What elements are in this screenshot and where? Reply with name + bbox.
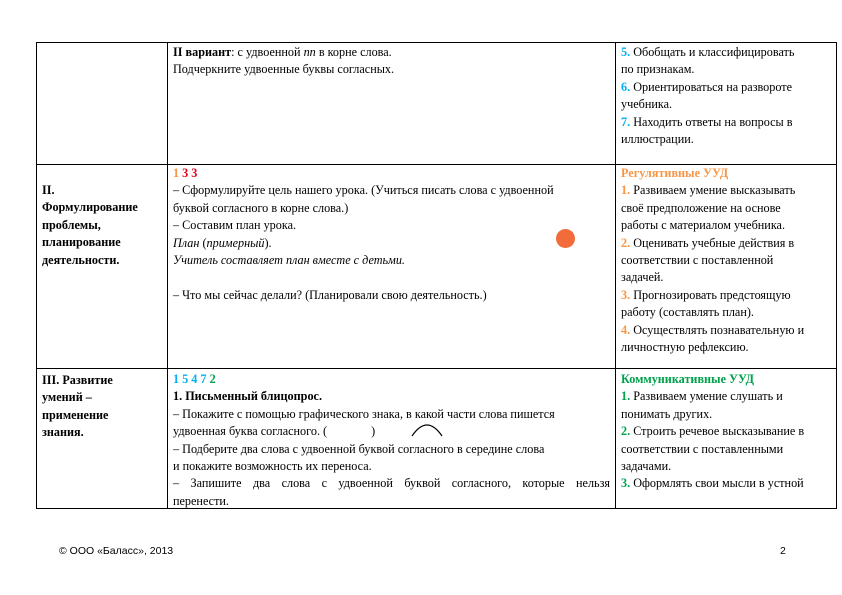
row2-uud-cell: Регулятивные УУД 1. Развиваем умение высказывать своё предположение на основе работы с материалом учебника. 2. Оценивать учебные действия в соответствии с поставленной задачей. 3. Прогнозировать предстоящую работу (составлять план). 4. Осуществлять познавательную и личностную рефлексию. (621, 165, 833, 356)
row1-uud-cell: 5. Обобщать и классифицировать по признакам. 6. Ориентироваться на развороте учебника. 7. Находить ответы на вопросы в иллюстрации. (621, 45, 795, 147)
table-border-left (36, 42, 37, 508)
table-border-top (36, 42, 837, 43)
slide-numbers: 1 5 4 7 2 (173, 372, 216, 386)
stage-title-planning: II. Формулирование проблемы, планирование деятельности. (42, 183, 138, 267)
row1-activity-cell: II вариант: с удвоенной пп в корне слова. Подчеркните удвоенные буквы согласных. (173, 44, 610, 79)
variant-label: II вариант (173, 45, 232, 59)
row-divider-2 (36, 368, 837, 369)
column-divider-1 (167, 42, 168, 508)
slide-numbers: 1 3 3 (173, 166, 198, 180)
orange-dot-marker (556, 229, 575, 248)
row3-uud-cell: Коммуникативные УУД 1. Развиваем умение слушать и понимать других. 2. Строить речевое высказывание в соответствии с поставленными задачами. 3. Оформлять свои мысли в устной (621, 371, 833, 493)
task-text: Подчеркните удвоенные буквы согласных. (173, 62, 395, 77)
row2-activity-cell: 1 3 3 – Сформулируйте цель нашего урока. (Учиться писать слова с удвоенной буквой согласного в корне слова.) – Составим план урока. План (примерный). Учитель составляет план вместе с детьми. – Что мы сейчас делали? (Планировали свою деятельность.) (173, 165, 610, 304)
communicative-uud-header: Коммуникативные УУД (621, 372, 755, 386)
regulatory-uud-header: Регулятивные УУД (621, 166, 729, 180)
copyright-footer: © ООО «Баласс», 2013 (59, 545, 174, 557)
column-divider-2 (615, 42, 616, 508)
page-number: 2 (780, 545, 786, 557)
blitz-quiz-title: 1. Письменный блицопрос. (173, 389, 322, 404)
table-border-right (836, 42, 837, 508)
root-arc-icon (410, 418, 444, 438)
stage-title-application: III. Развитие умений – применение знания. (42, 373, 113, 440)
row3-activity-cell: 1 5 4 7 2 1. Письменный блицопрос. – Покажите с помощью графического знака, в какой части слова пишется удвоенная буква согласного. ( ) – Подберите два слова с удвоенной буквой согласного в середине слова и покажите возможность их переноса. – Запишите два слова с удвоенной буквой согласного, которые нельзя перенести. (173, 372, 610, 508)
